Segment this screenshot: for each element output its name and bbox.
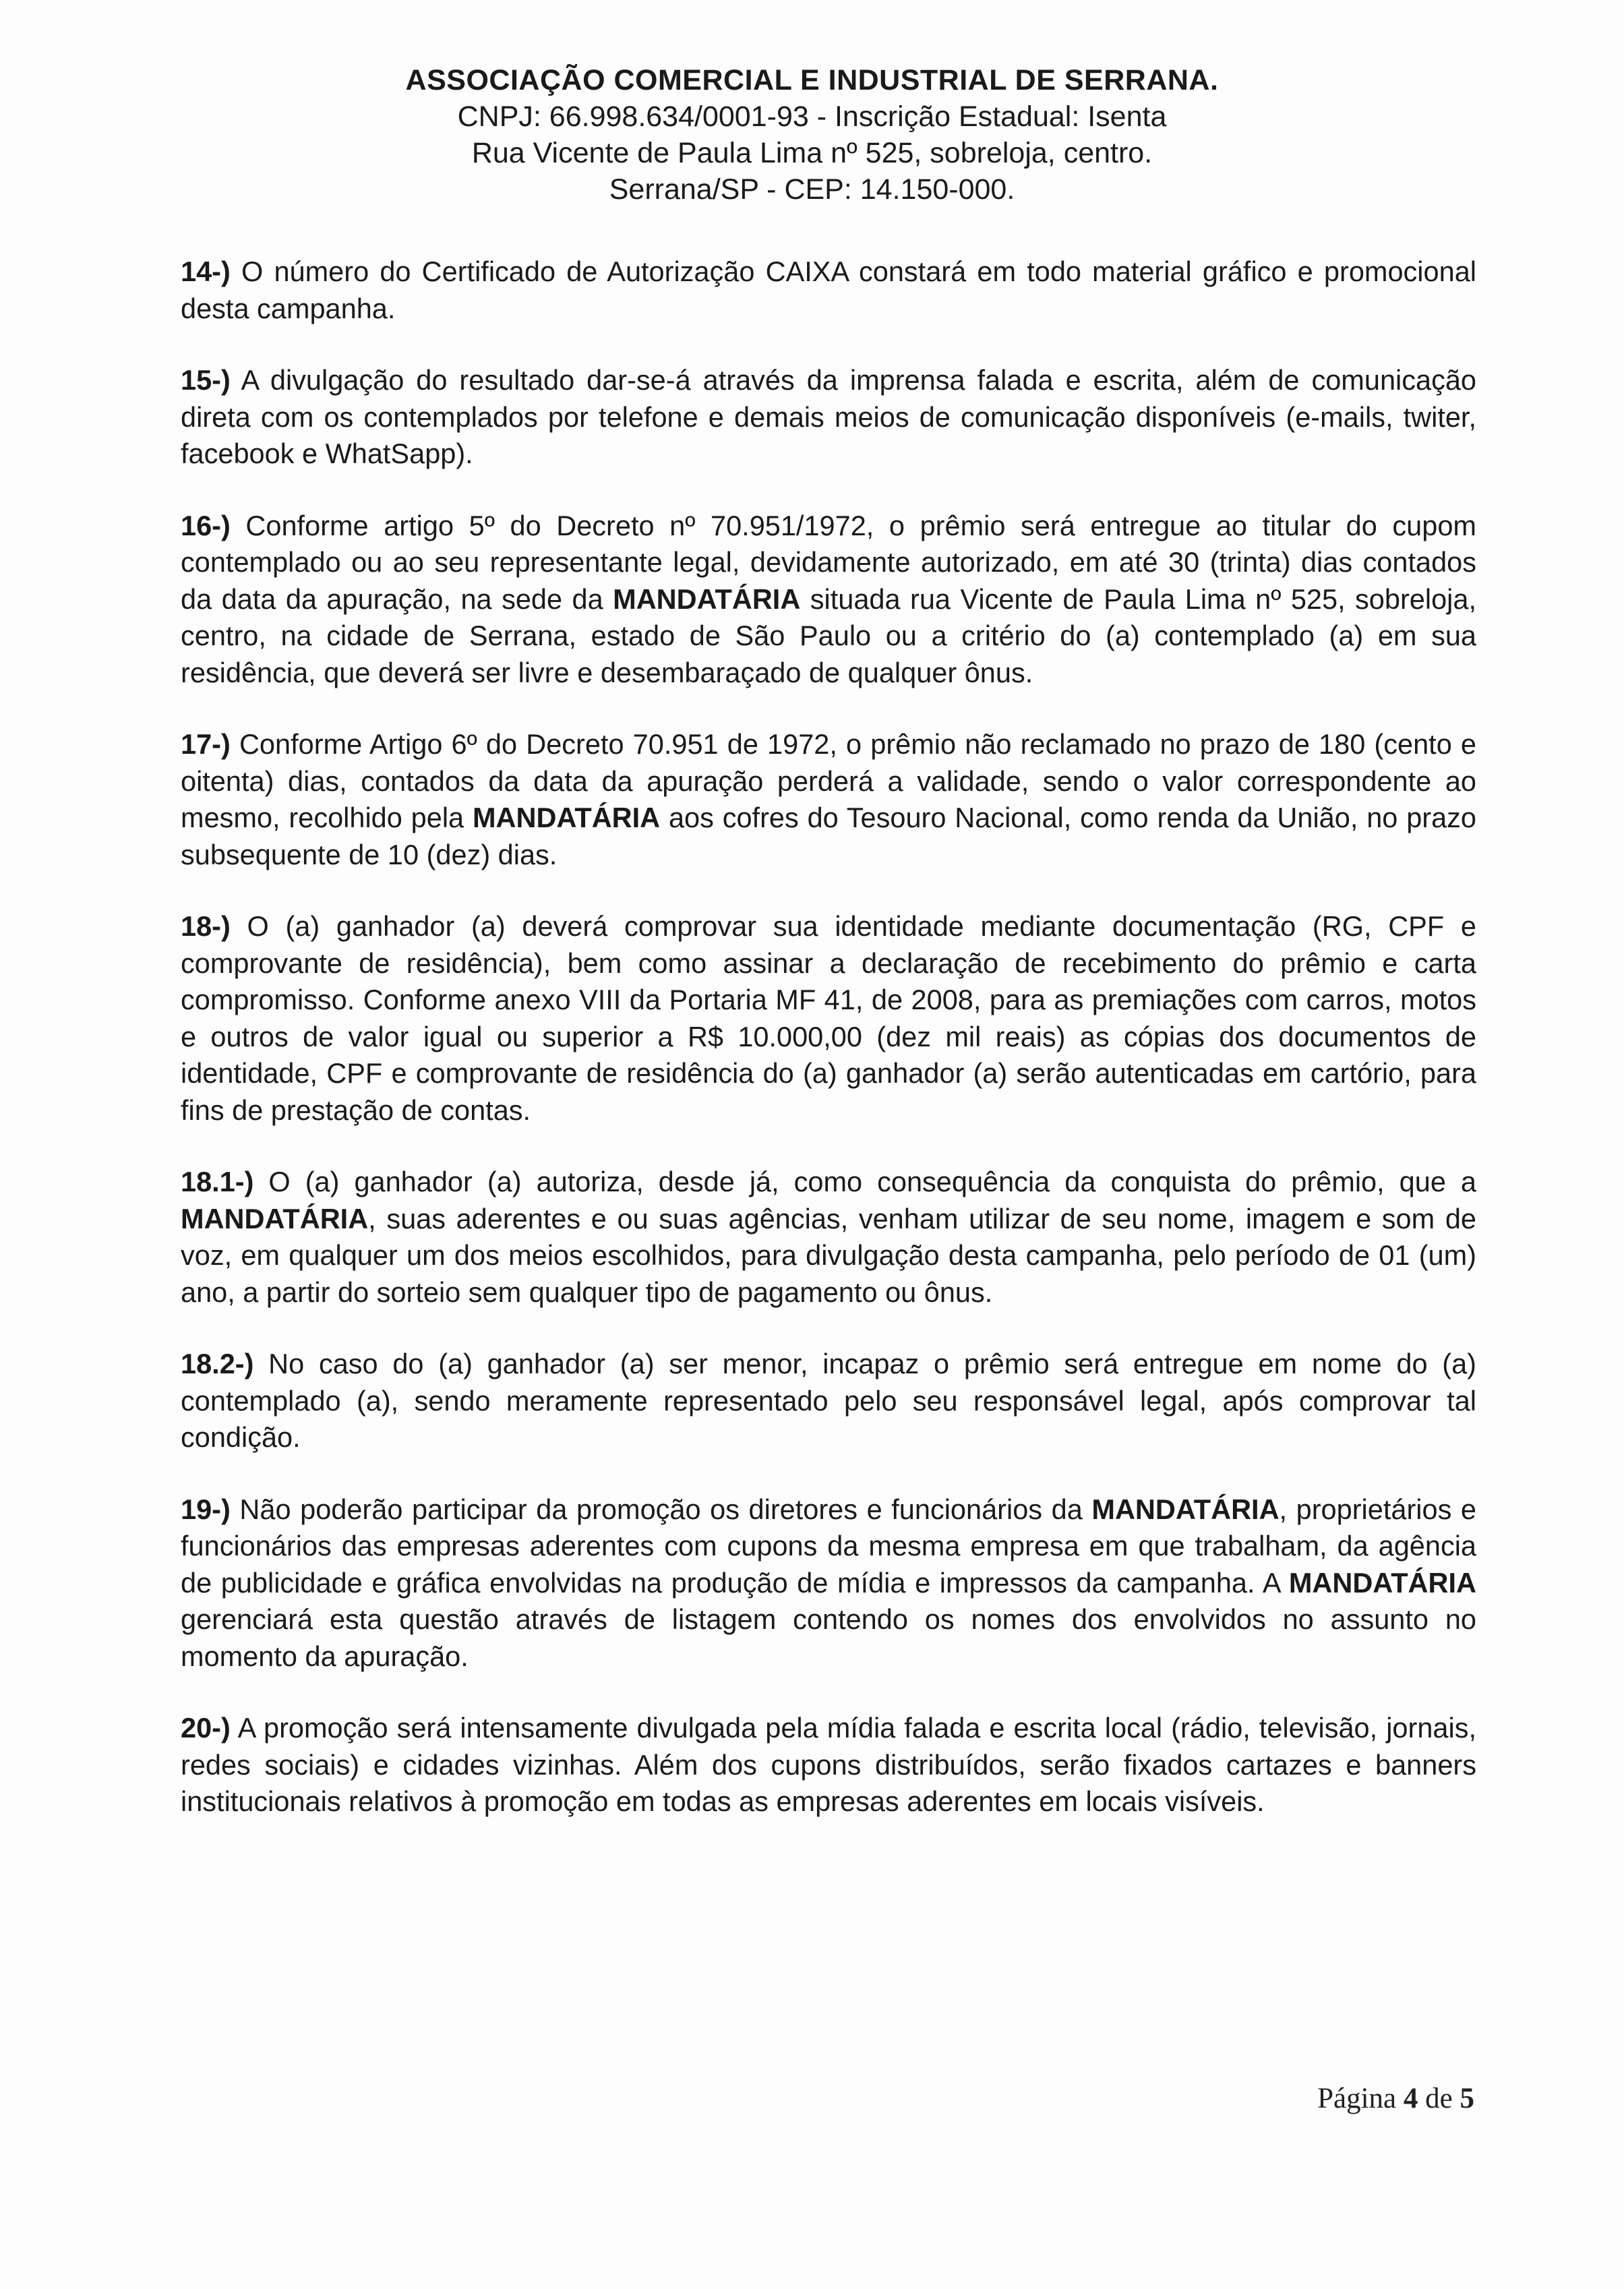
clause-text: situada rua Vicente de Paula Lima nº 525, sobreloja, centro, na cidade de Serrana, estado de São Paulo ou a critério do (a) contemplado (a) em sua residência, que deverá ser livre e desembaraçado de qualquer ônus. <box>181 583 1476 688</box>
clause-number: 15-) <box>181 364 231 396</box>
clause-text: gerenciará esta questão através de listagem contendo os nomes dos envolvidos no assunto no momento da apuração. <box>181 1603 1476 1672</box>
clause-number: 18.1-) <box>181 1166 254 1197</box>
city-line: Serrana/SP - CEP: 14.150-000. <box>609 173 1015 206</box>
mandataria-term: MANDATÁRIA <box>472 802 661 833</box>
page-number <box>1317 2082 1474 2115</box>
clause-number: 17-) <box>181 728 231 760</box>
clause-number: 16-) <box>181 509 231 541</box>
clause-number: 18-) <box>181 910 231 942</box>
clause-text: A divulgação do resultado dar-se-á através da imprensa falada e escrita, além de comunicação direta com os contemplados por telefone e demais meios de comunicação disponíveis (e-mails, twiter, facebook e WhatSapp). <box>181 364 1476 469</box>
address-line: Rua Vicente de Paula Lima nº 525, sobreloja, centro. <box>471 137 1153 169</box>
clause-number: 20-) <box>181 1712 231 1744</box>
clause-text: , proprietários e funcionários das empresas aderentes com cupons da mesma empresa em que trabalham, da agência de publicidade e gráfica envolvidas na produção de mídia e impressos da campanha. A <box>181 1493 1476 1599</box>
clause-text: Conforme artigo 5º do Decreto nº 70.951/1972, o prêmio será entregue ao titular do cupom contemplado ou ao seu representante legal, devidamente autorizado, em até 30 (trinta) dias contados da data da apuração, na sede da <box>181 509 1476 615</box>
organization-name: ASSOCIAÇÃO COMERCIAL E INDUSTRIAL DE SERRANA. <box>405 64 1219 96</box>
cnpj-line: CNPJ: 66.998.634/0001-93 - Inscrição Estadual: Isenta <box>457 100 1167 133</box>
mandataria-term: MANDATÁRIA <box>1288 1566 1476 1599</box>
clause-number: 14-) <box>181 256 231 287</box>
clause-number: 19-) <box>181 1493 231 1525</box>
mandataria-term: MANDATÁRIA <box>1091 1493 1280 1525</box>
clause-text: A promoção será intensamente divulgada pela mídia falada e escrita local (rádio, televisão, jornais, redes sociais) e cidades vizinhas. Além dos cupons distribuídos, serão fixados cartazes e banners institucionais relativos à promoção em todas as empresas aderentes em locais visíveis. <box>181 1712 1476 1817</box>
clause-paragraph <box>181 1164 1476 1311</box>
clause-text: O (a) ganhador (a) autoriza, desde já, como consequência da conquista do prêmio, que a <box>253 1166 1476 1197</box>
page-label: Página <box>1317 2083 1397 2114</box>
clause-number: 18.2-) <box>181 1348 254 1379</box>
clause-paragraph <box>181 1491 1476 1675</box>
clause-text: aos cofres do Tesouro Nacional, como renda da União, no prazo subsequente de 10 (dez) dias. <box>181 802 1477 870</box>
letterhead <box>0 62 1624 208</box>
clause-text: O (a) ganhador (a) deverá comprovar sua identidade mediante documentação (RG, CPF e comprovante de residência), bem como assinar a declaração de recebimento do prêmio e carta compromisso. Conforme anexo VIII da Portaria MF 41, de 2008, para as premiações com carros, motos e outros de valor igual ou superior a R$ 10.000,00 (dez mil reais) as cópias dos documentos de identidade, CPF e comprovante de residência do (a) ganhador (a) serão autenticadas em cartório, para fins de prestação de contas. <box>181 910 1476 1126</box>
clause-paragraph <box>181 726 1476 873</box>
clauses-body <box>181 254 1476 1855</box>
page-current: 4 <box>1403 2083 1418 2114</box>
clause-paragraph <box>181 908 1476 1129</box>
clause-paragraph <box>181 1346 1476 1456</box>
mandataria-term: MANDATÁRIA <box>613 583 801 615</box>
mandataria-term: MANDATÁRIA <box>181 1202 369 1235</box>
clause-text: No caso do (a) ganhador (a) ser menor, incapaz o prêmio será entregue em nome do (a) contemplado (a), sendo meramente representado pelo seu responsável legal, após comprovar tal condição. <box>181 1348 1476 1453</box>
clause-paragraph <box>181 362 1476 473</box>
clause-text: O número do Certificado de Autorização CAIXA constará em todo material gráfico e promocional desta campanha. <box>181 256 1476 324</box>
clause-text: Conforme Artigo 6º do Decreto 70.951 de 1972, o prêmio não reclamado no prazo de 180 (cento e oitenta) dias, contados da data da apuração perderá a validade, sendo o valor correspondente ao mesmo, recolhido pela <box>181 728 1476 833</box>
page-sep: de <box>1425 2083 1453 2114</box>
clause-paragraph <box>181 508 1476 692</box>
clause-paragraph <box>181 1710 1476 1820</box>
clause-text: , suas aderentes e ou suas agências, venham utilizar de seu nome, imagem e som de voz, em qualquer um dos meios escolhidos, para divulgação desta campanha, pelo período de 01 (um) ano, a partir do sorteio sem qualquer tipo de pagamento ou ônus. <box>181 1202 1476 1308</box>
clause-paragraph <box>181 254 1476 327</box>
clause-text: Não poderão participar da promoção os diretores e funcionários da <box>230 1493 1092 1525</box>
page-total: 5 <box>1460 2083 1474 2114</box>
